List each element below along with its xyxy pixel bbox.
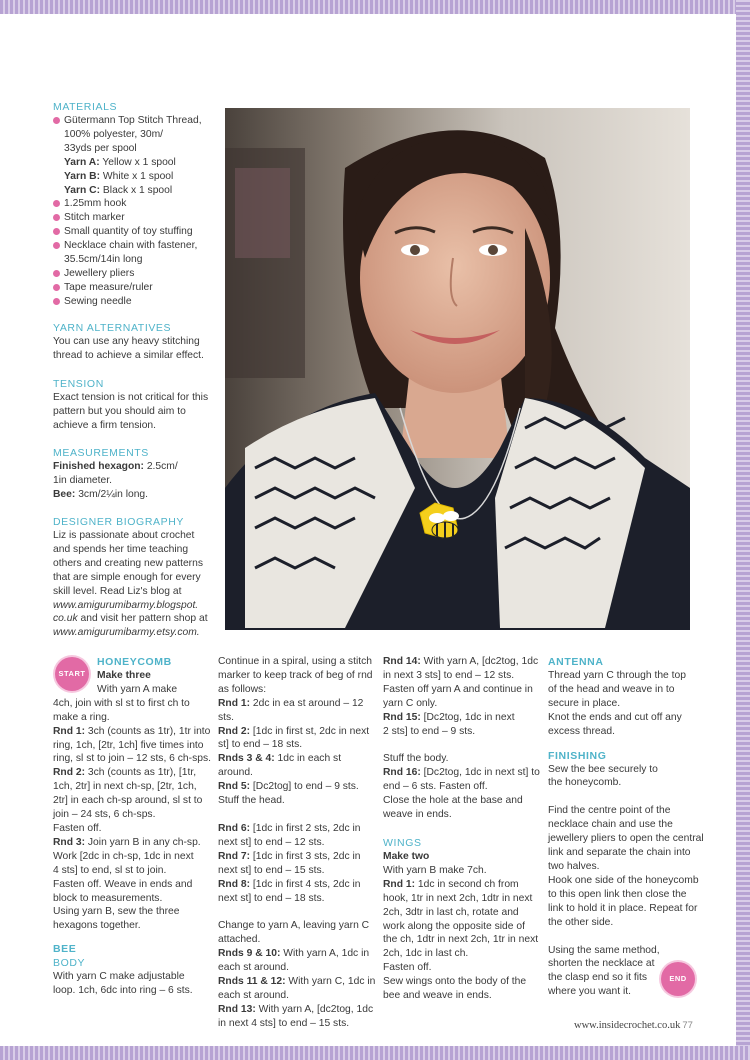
instruction-line: Knot the ends and cut off any xyxy=(548,711,682,723)
round-label: Rnd 1: xyxy=(218,697,251,709)
instruction-line: necklace chain and use the xyxy=(548,819,673,831)
bee-size: 3cm/2¼in long. xyxy=(75,488,149,500)
instruction-line: With yarn A, [dc2tog, 1dc xyxy=(420,656,539,667)
right-border xyxy=(736,0,750,1060)
materials-text: 1.25mm hook xyxy=(64,198,127,210)
materials-item xyxy=(53,281,213,295)
instruction-text: in next 4 sts] to end – 15 sts. xyxy=(218,1017,350,1029)
instruction-line: weave in ends. xyxy=(383,809,452,821)
instruction-line: in next 3 sts] to end – 12 sts. xyxy=(383,669,515,681)
instruction-line xyxy=(218,961,378,975)
materials-text: Stitch marker xyxy=(64,212,125,224)
bio-line: and visit her pattern shop at xyxy=(77,613,208,625)
yarn-alt-line: thread to achieve a similar effect. xyxy=(53,349,204,361)
instruction-line xyxy=(218,1003,378,1017)
instruction-line xyxy=(218,697,378,725)
instruction-line: [Dc2tog, 1dc in next xyxy=(420,711,515,723)
materials-text: 35.5cm/14in long xyxy=(64,254,143,266)
materials-item xyxy=(53,128,213,142)
instruction-text: next st] to end – 12 sts. xyxy=(218,836,325,848)
yarn-alternatives-heading: YARN ALTERNATIVES xyxy=(53,322,172,334)
instruction-text: st] to end – 18 sts. xyxy=(218,739,303,751)
make-two: Make two xyxy=(383,850,430,862)
materials-text: Tape measure/ruler xyxy=(64,281,153,293)
instruction-line: 2 sts] to end – 9 sts. xyxy=(383,725,476,737)
instruction-line: Stuff the body. xyxy=(383,753,449,765)
instruction-line: hook, 1tr in next 2ch, 1dtr in next xyxy=(383,892,533,904)
instruction-line: Fasten off. xyxy=(53,822,102,834)
designer-photo xyxy=(225,108,690,630)
round-label: Rnd 5: xyxy=(218,781,251,793)
instruction-text: each st around. xyxy=(218,962,289,974)
instruction-line xyxy=(218,738,378,752)
bullet-icon xyxy=(53,200,60,207)
instruction-line xyxy=(218,752,378,780)
materials-item xyxy=(53,239,213,253)
instruction-line: work along the opposite side of xyxy=(383,920,525,932)
round-label: Rnd 7: xyxy=(218,850,251,862)
instruction-line: the other side. xyxy=(548,916,614,928)
blog-link[interactable]: www.amigurumibarmy.blogspot. xyxy=(53,599,199,611)
instruction-line: Thread yarn C through the top xyxy=(548,670,686,681)
round-label: Rnd 1: xyxy=(383,878,416,890)
antenna-heading: ANTENNA xyxy=(548,656,604,668)
materials-item xyxy=(53,197,213,211)
materials-text: Jewellery pliers xyxy=(64,267,135,279)
instruction-line: to this open link then close the xyxy=(548,888,687,900)
instruction-line: [Dc2tog, 1dc in next st] to xyxy=(420,767,540,779)
materials-section xyxy=(53,100,213,309)
instruction-line: bee and weave in ends. xyxy=(383,990,492,1002)
instruction-line xyxy=(218,725,378,739)
materials-item xyxy=(53,295,213,309)
bio-line: Liz is passionate about crochet xyxy=(53,530,195,541)
bullet-icon xyxy=(53,242,60,249)
instruction-line: Using the same method, xyxy=(548,944,660,956)
instruction-line: marker to keep track of beg of rnd xyxy=(218,669,373,681)
bio-line: that are simple enough for every xyxy=(53,571,201,583)
instruction-line: where you want it. xyxy=(548,986,631,998)
yarn-alt-line: You can use any heavy stitching xyxy=(53,336,200,347)
honeycomb-heading: HONEYCOMB xyxy=(97,656,172,668)
round-label: Rnd 8: xyxy=(218,878,251,890)
instruction-line: as follows: xyxy=(218,683,267,695)
instruction-line xyxy=(218,864,378,878)
instruction-line: Work [2dc in ch-sp, 1dc in next xyxy=(53,850,194,862)
instruction-line: join – 24 sts, 6 ch-sps. xyxy=(53,809,156,821)
instruction-text: [1dc in first 4 sts, 2dc in xyxy=(250,878,361,890)
instruction-line: yarn C only. xyxy=(383,697,438,709)
round-label: Rnds 3 & 4: xyxy=(218,753,275,765)
instruction-line: the honeycomb. xyxy=(548,777,622,789)
instruction-line xyxy=(218,836,378,850)
tension-heading: TENSION xyxy=(53,378,104,390)
materials-text: Gütermann Top Stitch Thread, xyxy=(64,115,202,126)
instruction-text: [Dc2tog] to end – 9 sts. xyxy=(250,781,359,793)
footer-url[interactable]: www.insidecrochet.co.uk xyxy=(574,1020,681,1031)
materials-item xyxy=(53,114,213,128)
bio-line: others and creating new patterns xyxy=(53,557,203,569)
instruction-line: two halves. xyxy=(548,860,600,872)
instruction-line: Fasten off yarn A and continue in xyxy=(383,683,533,695)
instruction-line: secure in place. xyxy=(548,697,621,709)
round-label: Rnd 15: xyxy=(383,711,421,723)
round-label: Rnd 1: xyxy=(53,725,86,737)
materials-text: 33yds per spool xyxy=(64,142,137,154)
instruction-line xyxy=(218,822,378,836)
yarn-alternatives-section xyxy=(53,321,213,363)
instruction-line: jewellery pliers to open the central xyxy=(548,833,704,845)
materials-list xyxy=(53,114,213,309)
start-badge: START xyxy=(55,657,89,691)
instruction-line: ring, 1ch, [2tr, 1ch] five times into xyxy=(53,739,204,751)
round-label: Rnd 2: xyxy=(218,725,251,737)
instruction-line: link to hold it in place. Repeat for xyxy=(548,902,698,914)
instruction-line: 2tr] in each ch-sp around, sl st to xyxy=(53,795,203,807)
instruction-text: next st] to end – 18 sts. xyxy=(218,892,325,904)
instruction-line: Hook one side of the honeycomb xyxy=(548,874,699,886)
round-label: Rnd 14: xyxy=(383,656,421,667)
instruction-line: Stuff the head. xyxy=(218,795,285,807)
instruction-text: next st] to end – 15 sts. xyxy=(218,864,325,876)
hexagon-size: 2.5cm/ xyxy=(143,461,178,472)
instruction-line xyxy=(218,989,378,1003)
instruction-text: [1dc in first 3 sts, 2dc in xyxy=(250,850,361,862)
instruction-line: Join yarn B in any ch-sp. xyxy=(85,836,201,848)
instruction-line xyxy=(218,780,378,794)
footer xyxy=(574,1019,693,1033)
instruction-line: With yarn C make adjustable xyxy=(53,971,185,983)
instruction-line: ring, sl st to join – 12 sts, 6 ch-sps. xyxy=(53,753,211,765)
bullet-icon xyxy=(53,228,60,235)
instruction-line: Find the centre point of the xyxy=(548,805,671,817)
materials-item xyxy=(53,225,213,239)
instruction-text: 2dc in ea st around – 12 sts. xyxy=(218,697,364,723)
instruction-text: With yarn C, 1dc in xyxy=(285,976,376,988)
instruction-line: With yarn B make 7ch. xyxy=(383,864,487,876)
instruction-line: Fasten off. xyxy=(383,962,432,974)
make-three: Make three xyxy=(97,670,151,681)
hexagon-label: Finished hexagon: xyxy=(53,461,144,472)
bee-heading: BEE xyxy=(53,943,77,956)
instruction-line: 2ch, 1dc in last ch. xyxy=(383,948,469,960)
bullet-icon xyxy=(53,284,60,291)
yarn-item xyxy=(53,184,213,198)
instruction-line xyxy=(218,850,378,864)
wings-heading: WINGS xyxy=(383,836,422,849)
instruction-line: 3ch (counts as 1tr), 1tr into xyxy=(85,725,211,737)
instruction-line: 1ch, 2tr] in next ch-sp, [2tr, 1ch, xyxy=(53,781,197,793)
yarn-label: Yarn C: xyxy=(64,184,101,196)
instruction-text: [1dc in first st, 2dc in next xyxy=(250,725,370,737)
instruction-line: attached. xyxy=(218,934,261,946)
tension-section xyxy=(53,377,213,433)
instruction-line: 3ch (counts as 1tr), [1tr, xyxy=(85,767,197,779)
bottom-border xyxy=(0,1046,750,1060)
materials-text: 100% polyester, 30m/ xyxy=(64,128,164,140)
instruction-line: excess thread. xyxy=(548,725,615,737)
instruction-line: Sew the bee securely to xyxy=(548,763,658,775)
materials-item xyxy=(53,142,213,156)
bullet-icon xyxy=(53,117,60,124)
bullet-icon xyxy=(53,298,60,305)
page-number: 77 xyxy=(682,1020,693,1031)
round-label: Rnds 9 & 10: xyxy=(218,948,281,960)
body-heading: BODY xyxy=(53,957,86,970)
instruction-line: link and separate the chain into xyxy=(548,847,691,859)
end-badge: END xyxy=(661,962,695,996)
instruction-line: Change to yarn A, leaving yarn C xyxy=(218,920,370,932)
instruction-line: Fasten off. Weave in ends and xyxy=(53,878,193,890)
instruction-text: 1dc in each st around. xyxy=(218,753,342,779)
blog-link-end[interactable]: co.uk xyxy=(53,613,78,625)
round-label: Rnds 11 & 12: xyxy=(218,976,286,988)
yarn-item xyxy=(53,170,213,184)
round-label: Rnd 6: xyxy=(218,822,251,834)
column-honeycomb xyxy=(53,655,213,998)
round-label: Rnd 13: xyxy=(218,1003,256,1015)
bio-line: skill level. Read Liz's blog at xyxy=(53,585,182,597)
column-wings xyxy=(383,655,543,1003)
bee-label: Bee: xyxy=(53,488,76,500)
instruction-line: the clasp end so it fits xyxy=(548,972,648,984)
instruction-line: the ch, 1dtr in next 2ch, 1tr in next xyxy=(383,934,539,946)
instruction-line: Sew wings onto the body of the xyxy=(383,976,527,988)
instruction-line xyxy=(218,975,378,989)
bullet-icon xyxy=(53,214,60,221)
materials-item xyxy=(53,267,213,281)
instruction-line: Using yarn B, sew the three xyxy=(53,906,180,918)
instruction-line: 4 sts] to end, sl st to join. xyxy=(53,864,167,876)
shop-link[interactable]: www.amigurumibarmy.etsy.com. xyxy=(53,627,200,639)
instruction-line xyxy=(218,1017,378,1031)
round-label: Rnd 16: xyxy=(383,767,421,779)
hexagon-size-2: 1in diameter. xyxy=(53,474,112,486)
materials-item xyxy=(53,253,213,267)
yarn-text: Black x 1 spool xyxy=(100,184,173,196)
instruction-line: 2ch, 3dtr in last ch, rotate and xyxy=(383,906,519,918)
yarn-text: White x 1 spool xyxy=(100,170,174,182)
measurements-section xyxy=(53,446,213,502)
yarn-text: Yellow x 1 spool xyxy=(99,156,176,168)
materials-text: Necklace chain with fastener, xyxy=(64,240,198,252)
materials-heading: MATERIALS xyxy=(53,101,118,113)
tension-line: achieve a firm tension. xyxy=(53,419,157,431)
instruction-line: loop. 1ch, 6dc into ring – 6 sts. xyxy=(53,985,193,997)
biography-heading: DESIGNER BIOGRAPHY xyxy=(53,516,184,528)
instruction-text: [1dc in first 2 sts, 2dc in xyxy=(250,822,361,834)
yarn-label: Yarn A: xyxy=(64,156,100,168)
instruction-line: Close the hole at the base and xyxy=(383,795,523,807)
top-border xyxy=(0,0,750,14)
materials-text: Sewing needle xyxy=(64,295,132,307)
instruction-text: With yarn A, [dc2tog, 1dc xyxy=(255,1003,374,1015)
tension-line: Exact tension is not critical for this xyxy=(53,392,209,403)
instruction-line: Continue in a spiral, using a stitch xyxy=(218,656,372,667)
finishing-heading: FINISHING xyxy=(548,749,607,762)
materials-text: Small quantity of toy stuffing xyxy=(64,226,193,238)
instruction-line xyxy=(218,947,378,961)
round-label: Rnd 3: xyxy=(53,836,86,848)
materials-item xyxy=(53,211,213,225)
instruction-line: With yarn A make xyxy=(97,683,178,695)
instruction-line: 1dc in second ch from xyxy=(415,878,519,890)
instruction-line xyxy=(218,892,378,906)
yarn-label: Yarn B: xyxy=(64,170,101,182)
instruction-text: each st around. xyxy=(218,989,289,1001)
instruction-line: 4ch, join with sl st to first ch to xyxy=(53,697,190,709)
column-body xyxy=(218,655,378,1031)
instruction-line: of the head and weave in to xyxy=(548,683,675,695)
column-finishing xyxy=(548,655,708,999)
instruction-line: hexagons together. xyxy=(53,920,141,932)
round-label: Rnd 2: xyxy=(53,767,86,779)
bullet-icon xyxy=(53,270,60,277)
biography-section xyxy=(53,515,213,640)
instruction-line: end – 6 sts. Fasten off. xyxy=(383,781,488,793)
instruction-line: block to measurements. xyxy=(53,892,163,904)
instruction-line xyxy=(218,878,378,892)
instruction-line: make a ring. xyxy=(53,711,110,723)
tension-line: pattern but you should aim to xyxy=(53,405,186,417)
yarn-item xyxy=(53,156,213,170)
instruction-text: With yarn A, 1dc in xyxy=(280,948,370,960)
instruction-line: shorten the necklace at xyxy=(548,958,655,970)
bio-line: and spends her time teaching xyxy=(53,543,189,555)
measurements-heading: MEASUREMENTS xyxy=(53,447,149,459)
